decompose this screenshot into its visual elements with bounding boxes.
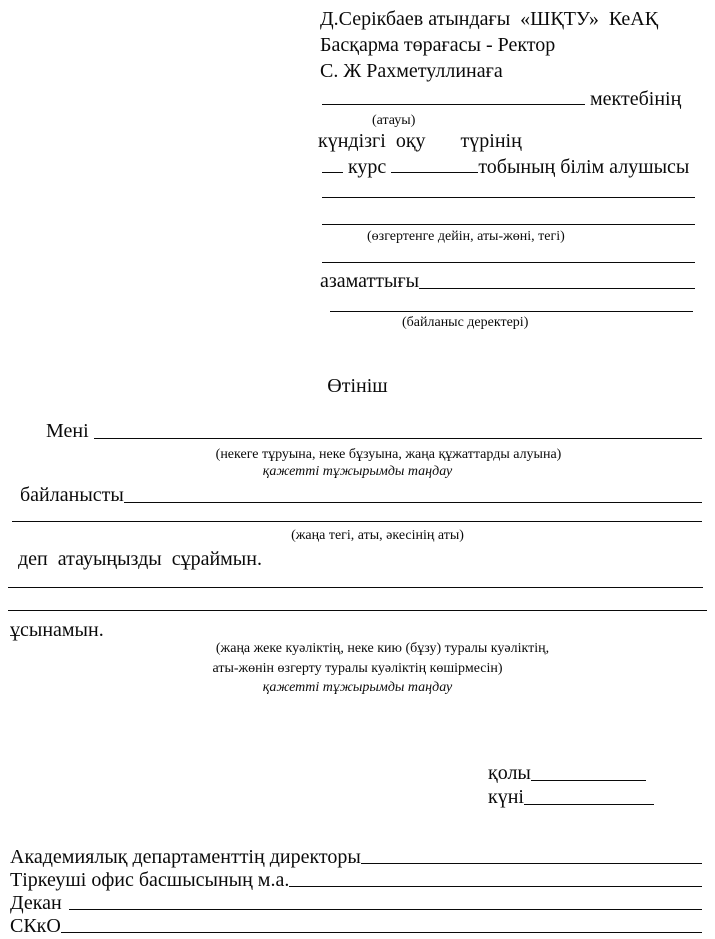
request-reason-blank [94,420,702,439]
request-end-line: деп атауыңызды сұраймын. [18,548,262,570]
citizenship-label: азаматтығы [320,270,420,292]
approval-row [10,892,702,914]
connection-label: байланысты [20,484,124,506]
school-name-line [322,88,681,111]
recipient-line-2: Басқарма төрағасы - Ректор [320,34,556,56]
connection-blank [124,484,702,503]
request-start-label: Мені [46,420,94,442]
date-blank [524,786,654,805]
approval-label: Декан [10,892,62,914]
signature-label: қолы [488,762,531,784]
submit-line: ұсынамын. [10,619,104,641]
approval-blank [61,915,702,933]
recipient-line-3: С. Ж Рахметуллинаға [320,60,503,82]
approval-label: СКкО [10,915,61,937]
fullname-blank-line-2 [322,224,695,225]
course-number-blank [322,172,343,173]
attachments-hint-line-1: (жаңа жеке куәліктің, неке кию (бұзу) туралы куәліктің, [215,641,550,656]
fullname-blank-line-1 [322,197,695,198]
school-name-blank [322,104,585,105]
approval-blank [69,892,702,910]
extra-blank-line-1 [8,587,703,588]
signature-blank [531,762,646,781]
signature-row [488,762,646,784]
recipient-line-1: Д.Серікбаев атындағы «ШҚТУ» КеАҚ [320,8,659,30]
citizenship-row [320,270,695,292]
application-title: Өтініш [327,375,388,397]
date-label: күні [488,786,524,808]
course-group-line [322,156,689,179]
choose-wording-hint-2: қажетті тұжырымды таңдау [262,680,453,695]
connection-row [10,484,702,506]
signature-block [488,762,654,808]
approval-row [10,869,702,891]
citizenship-blank [419,270,695,289]
approval-blank [289,869,702,887]
choose-wording-hint: қажетті тұжырымды таңдау [262,464,453,479]
date-row [488,786,654,808]
school-suffix: мектебінің [585,88,682,110]
group-suffix: тобының білім алушысы [478,156,690,178]
fullname-blank-line-3 [322,262,695,263]
course-label: курс [343,156,392,178]
contact-hint: (байланыс деректері) [402,315,529,330]
new-name-blank-line [12,521,702,522]
contact-blank-line [330,311,693,312]
request-start-row [10,420,702,442]
attachments-hint-line-2: аты-жөнін өзгерту туралы куәліктің көшірмесін) [212,661,503,676]
approvals-block [10,846,702,937]
group-name-blank [391,172,478,173]
reason-hint: (некеге тұруына, неке бұзуына, жаңа құжаттарды алуына) [215,447,562,462]
approval-row [10,915,702,937]
school-name-hint: (атауы) [372,113,416,128]
approval-row [10,846,702,868]
study-form-line: күндізгі оқу түрінің [318,130,522,152]
before-change-hint: (өзгертенге дейін, аты-жөні, тегі) [367,229,565,244]
approval-label: Тіркеуші офис басшысының м.а. [10,869,290,891]
recipient-block [320,6,658,84]
extra-blank-line-2 [8,610,707,611]
approval-blank [361,846,702,864]
new-name-hint: (жаңа тегі, аты, әкесінің аты) [291,528,464,543]
approval-label: Академиялық департаменттің директоры [10,846,361,868]
